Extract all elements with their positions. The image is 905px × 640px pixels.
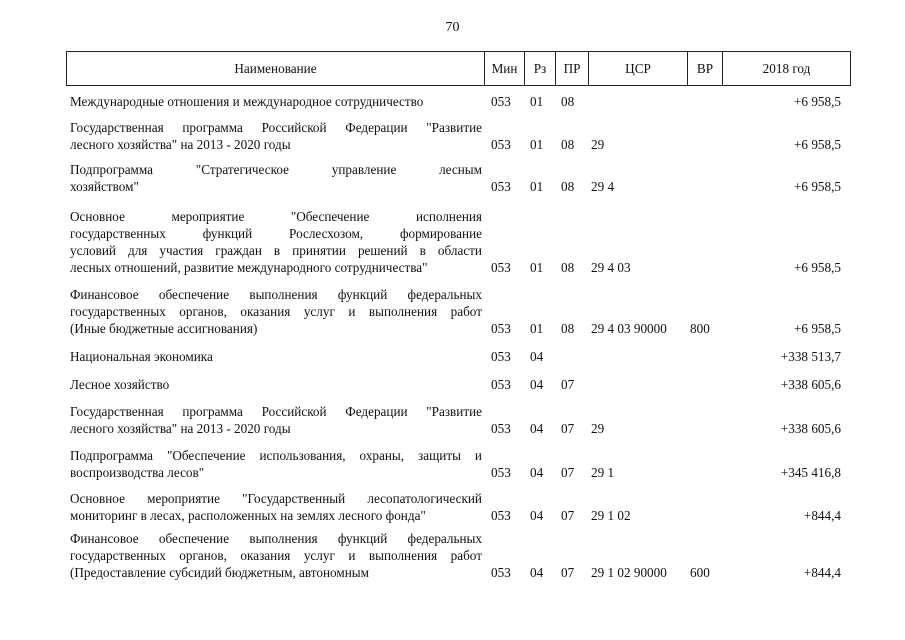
header-name: Наименование	[234, 60, 317, 76]
row-rz: 04	[530, 465, 544, 480]
row-csr: 29 4 03 90000	[591, 321, 667, 336]
row-vr: 600	[690, 565, 710, 580]
row-rz: 04	[530, 377, 544, 392]
row-rz: 01	[530, 137, 544, 152]
row-csr: 29 1 02 90000	[591, 565, 667, 580]
row-name	[70, 530, 482, 581]
row-vr: 800	[690, 321, 710, 336]
row-amount: +338 605,6	[780, 377, 841, 392]
row-csr: 29 4 03	[591, 260, 631, 275]
row-min: 053	[491, 377, 511, 392]
row-name-line: государственных органов, оказания услуг и выполнения работ	[70, 304, 482, 319]
row-name-line: хозяйством"	[70, 179, 139, 194]
row-pr: 07	[561, 421, 575, 436]
row-name-line: Международные отношения и международное сотрудничество	[70, 94, 424, 109]
row-amount: +6 958,5	[794, 260, 841, 275]
row-amount: +6 958,5	[794, 179, 841, 194]
row-csr: 29	[591, 137, 605, 152]
row-name-line: лесного хозяйства" на 2013 - 2020 годы	[70, 137, 291, 152]
row-pr: 07	[561, 465, 575, 480]
row-min: 053	[491, 260, 511, 275]
row-min: 053	[491, 179, 511, 194]
row-pr: 08	[561, 94, 575, 109]
row-pr: 08	[561, 321, 575, 336]
row-name-line: Государственная программа Российской Федерации "Развитие	[70, 404, 482, 419]
row-name-line: Подпрограмма "Стратегическое управление лесным	[70, 162, 482, 177]
header-min: Мин	[484, 52, 524, 85]
row-name-line: Основное мероприятие "Государственный лесопатологический	[70, 491, 482, 506]
row-min: 053	[491, 508, 511, 523]
row-min: 053	[491, 349, 511, 364]
row-min: 053	[491, 321, 511, 336]
row-min: 053	[491, 565, 511, 580]
row-rz: 04	[530, 508, 544, 523]
row-name-line: Подпрограмма "Обеспечение использования, охраны, защиты и	[70, 448, 482, 463]
row-amount: +338 605,6	[780, 421, 841, 436]
row-min: 053	[491, 465, 511, 480]
row-name-line: условий для участия граждан в принятии решений в области	[70, 243, 482, 258]
row-amount: +844,4	[803, 565, 841, 580]
row-name-line: мониторинг в лесах, расположенных на землях лесного фонда"	[70, 508, 426, 523]
row-rz: 01	[530, 260, 544, 275]
row-name-line: государственных органов, оказания услуг и выполнения работ	[70, 548, 482, 563]
row-name-line: государственных функций Рослесхозом, формирование	[70, 226, 482, 241]
row-name-line: лесного хозяйства" на 2013 - 2020 годы	[70, 421, 291, 436]
row-rz: 04	[530, 565, 544, 580]
row-csr: 29 1	[591, 465, 615, 480]
row-csr: 29	[591, 421, 605, 436]
row-rz: 01	[530, 179, 544, 194]
header-year: 2018 год	[722, 52, 850, 85]
row-min: 053	[491, 137, 511, 152]
row-pr: 08	[561, 179, 575, 194]
row-name-line: Национальная экономика	[70, 349, 213, 364]
page-number: 70	[445, 20, 460, 35]
header-csr: ЦСР	[588, 52, 687, 85]
row-name-line: Основное мероприятие "Обеспечение исполнения	[70, 209, 482, 224]
row-pr: 07	[561, 565, 575, 580]
row-min: 053	[491, 421, 511, 436]
row-name-line: воспроизводства лесов"	[70, 465, 205, 480]
row-name-line: (Предоставление субсидий бюджетным, автономным	[70, 565, 369, 580]
row-rz: 04	[530, 349, 544, 364]
row-name-line: Финансовое обеспечение выполнения функций федеральных	[70, 531, 482, 546]
header-rz: Рз	[524, 52, 555, 85]
row-amount: +844,4	[803, 508, 841, 523]
row-pr: 07	[561, 377, 575, 392]
row-amount: +338 513,7	[780, 349, 841, 364]
row-pr: 07	[561, 508, 575, 523]
row-rz: 01	[530, 94, 544, 109]
header-pr: ПР	[555, 52, 588, 85]
row-name-line: Государственная программа Российской Федерации "Развитие	[70, 120, 482, 135]
row-rz: 04	[530, 421, 544, 436]
row-name-line: Финансовое обеспечение выполнения функций федеральных	[70, 287, 482, 302]
row-name-line: лесных отношений, развитие международного сотрудничества"	[70, 260, 428, 275]
row-csr: 29 4	[591, 179, 615, 194]
row-name-line: Лесное хозяйство	[70, 377, 170, 392]
row-amount: +6 958,5	[794, 137, 841, 152]
row-min: 053	[491, 94, 511, 109]
row-csr: 29 1 02	[591, 508, 631, 523]
row-pr: 08	[561, 137, 575, 152]
row-name-line: (Иные бюджетные ассигнования)	[70, 321, 258, 336]
row-rz: 01	[530, 321, 544, 336]
row-amount: +6 958,5	[794, 321, 841, 336]
row-pr: 08	[561, 260, 575, 275]
row-amount: +6 958,5	[794, 94, 841, 109]
row-amount: +345 416,8	[780, 465, 841, 480]
header-vr: ВР	[687, 52, 722, 85]
